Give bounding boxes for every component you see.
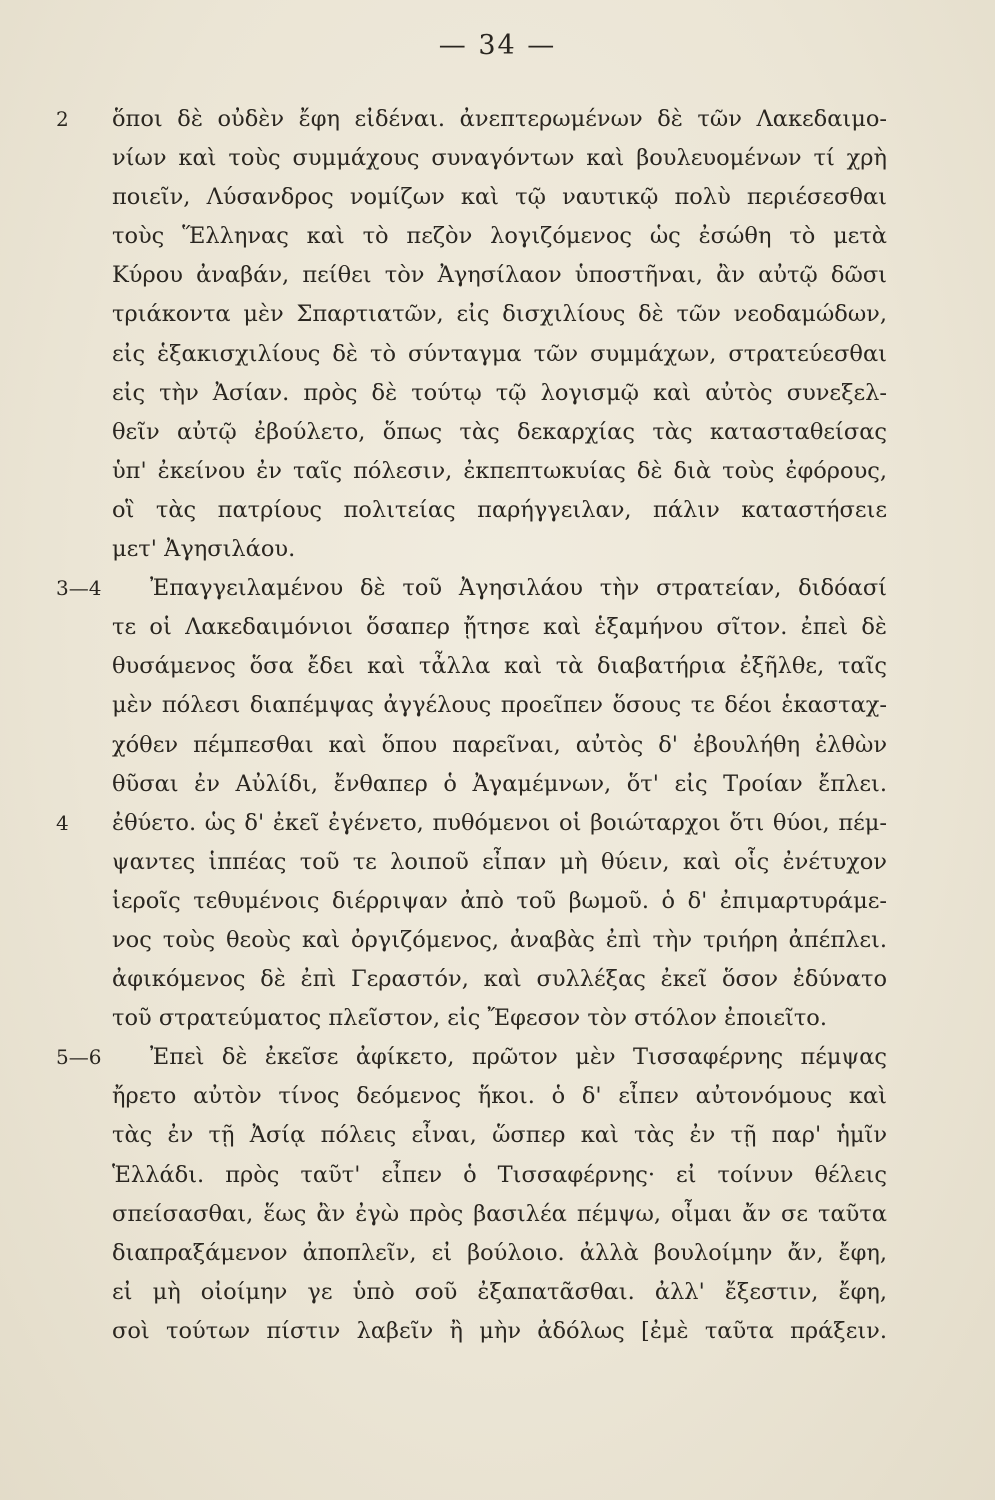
section-marker: 2 <box>56 107 69 131</box>
text-line: ἱεροῖς τεθυμένοις διέρριψαν ἀπὸ τοῦ βωμοῦ. ὁ δ' ἐπιμαρτυράμε- <box>112 887 887 914</box>
text-line: τοὺς Ἕλληνας καὶ τὸ πεζὸν λογιζόμενος ὡς ἐσώθη τὸ μετὰ <box>112 223 887 250</box>
section-marker: 4 <box>56 811 69 835</box>
section-marker: 5—6 <box>56 1045 102 1069</box>
text-line: σπείσασθαι, ἕως ἂν ἐγὼ πρὸς βασιλέα πέμψω, οἶμαι ἄν σε ταῦτα <box>112 1200 887 1227</box>
text-line: θῦσαι ἐν Αὐλίδι, ἔνθαπερ ὁ Ἀγαμέμνων, ὅτ' εἰς Τροίαν ἔπλει. <box>112 770 887 797</box>
text-line: τε οἱ Λακεδαιμόνιοι ὅσαπερ ᾔτησε καὶ ἑξαμήνου σῖτον. ἐπεὶ δὲ <box>112 614 887 641</box>
text-line: τὰς ἐν τῇ Ἀσίᾳ πόλεις εἶναι, ὥσπερ καὶ τὰς ἐν τῇ παρ' ἡμῖν <box>112 1122 887 1149</box>
page-number: — 34 — <box>438 30 557 61</box>
text-line: ἐθύετο. ὡς δ' ἐκεῖ ἐγένετο, πυθόμενοι οἱ βοιώταρχοι ὅτι θύοι, πέμ- <box>112 809 887 836</box>
text-line: ἤρετο αὐτὸν τίνος δεόμενος ἥκοι. ὁ δ' εἶπεν αὐτονόμους καὶ <box>112 1083 887 1110</box>
text-line: ποιεῖν, Λύσανδρος νομίζων καὶ τῷ ναυτικῷ πολὺ περιέσεσθαι <box>112 184 887 211</box>
text-line: Ἐπεὶ δὲ ἐκεῖσε ἀφίκετο, πρῶτον μὲν Τισσαφέρνης πέμψας <box>150 1044 887 1071</box>
text-line: θεῖν αὐτῷ ἐβούλετο, ὅπως τὰς δεκαρχίας τὰς κατασταθείσας <box>112 418 887 445</box>
text-line: ἀφικόμενος δὲ ἐπὶ Γεραστόν, καὶ συλλέξας ἐκεῖ ὅσον ἐδύνατο <box>112 966 887 993</box>
text-line: τριάκοντα μὲν Σπαρτιατῶν, εἰς δισχιλίους δὲ τῶν νεοδαμώδων, <box>112 301 887 328</box>
text-line: νίων καὶ τοὺς συμμάχους συναγόντων καὶ βουλευομένων τί χρὴ <box>112 145 887 172</box>
text-line: ψαντες ἱππέας τοῦ τε λοιποῦ εἶπαν μὴ θύειν, καὶ οἷς ἐνέτυχον <box>112 848 887 875</box>
text-line: Ἐπαγγειλαμένου δὲ τοῦ Ἀγησιλάου τὴν στρατείαν, διδόασί <box>150 575 887 602</box>
text-line: διαπραξάμενον ἀποπλεῖν, εἰ βούλοιο. ἀλλὰ βουλοίμην ἄν, ἔφη, <box>112 1239 887 1266</box>
text-line: ὅποι δὲ οὐδὲν ἔφη εἰδέναι. ἀνεπτερωμένων δὲ τῶν Λακεδαιμο- <box>112 106 887 132</box>
text-line: μετ' Ἀγησιλάου. <box>112 536 296 563</box>
text-line: οἳ τὰς πατρίους πολιτείας παρήγγειλαν, πάλιν καταστήσειε <box>112 496 887 523</box>
text-line: εἰς τὴν Ἀσίαν. πρὸς δὲ τούτῳ τῷ λογισμῷ καὶ αὐτὸς συνεξελ- <box>112 379 887 406</box>
text-line: Ἑλλάδι. πρὸς ταῦτ' εἶπεν ὁ Τισσαφέρνης· εἰ τοίνυν θέλεις <box>112 1161 887 1188</box>
text-line: σοὶ τούτων πίστιν λαβεῖν ἢ μὴν ἀδόλως [ἐμὲ ταῦτα πράξειν. <box>112 1317 887 1344</box>
section-marker: 3—4 <box>56 576 102 600</box>
text-line: Κύρου ἀναβάν, πείθει τὸν Ἀγησίλαον ὑποστῆναι, ἂν αὐτῷ δῶσι <box>112 262 887 289</box>
text-line: ὑπ' ἐκείνου ἐν ταῖς πόλεσιν, ἐκπεπτωκυίας δὲ διὰ τοὺς ἐφόρους, <box>112 457 887 484</box>
text-line: θυσάμενος ὅσα ἔδει καὶ τἆλλα καὶ τὰ διαβατήρια ἐξῆλθε, ταῖς <box>112 653 887 680</box>
text-line: νος τοὺς θεοὺς καὶ ὀργιζόμενος, ἀναβὰς ἐπὶ τὴν τριήρη ἀπέπλει. <box>112 926 887 953</box>
text-line: εἰ μὴ οἰοίμην γε ὑπὸ σοῦ ἐξαπατᾶσθαι. ἀλλ' ἔξεστιν, ἔφη, <box>112 1278 887 1305</box>
text-line: εἰς ἑξακισχιλίους δὲ τὸ σύνταγμα τῶν συμμάχων, στρατεύεσθαι <box>112 340 887 367</box>
main-text <box>112 100 887 1351</box>
text-line: μὲν πόλεσι διαπέμψας ἀγγέλους προεῖπεν ὅσους τε δέοι ἑκασταχ- <box>112 692 887 719</box>
text-line: τοῦ στρατεύματος πλεῖστον, εἰς Ἔφεσον τὸν στόλον ἐποιεῖτο. <box>112 1005 827 1032</box>
text-line: χόθεν πέμπεσθαι καὶ ὅπου παρεῖναι, αὐτὸς δ' ἐβουλήθη ἐλθὼν <box>112 731 887 758</box>
